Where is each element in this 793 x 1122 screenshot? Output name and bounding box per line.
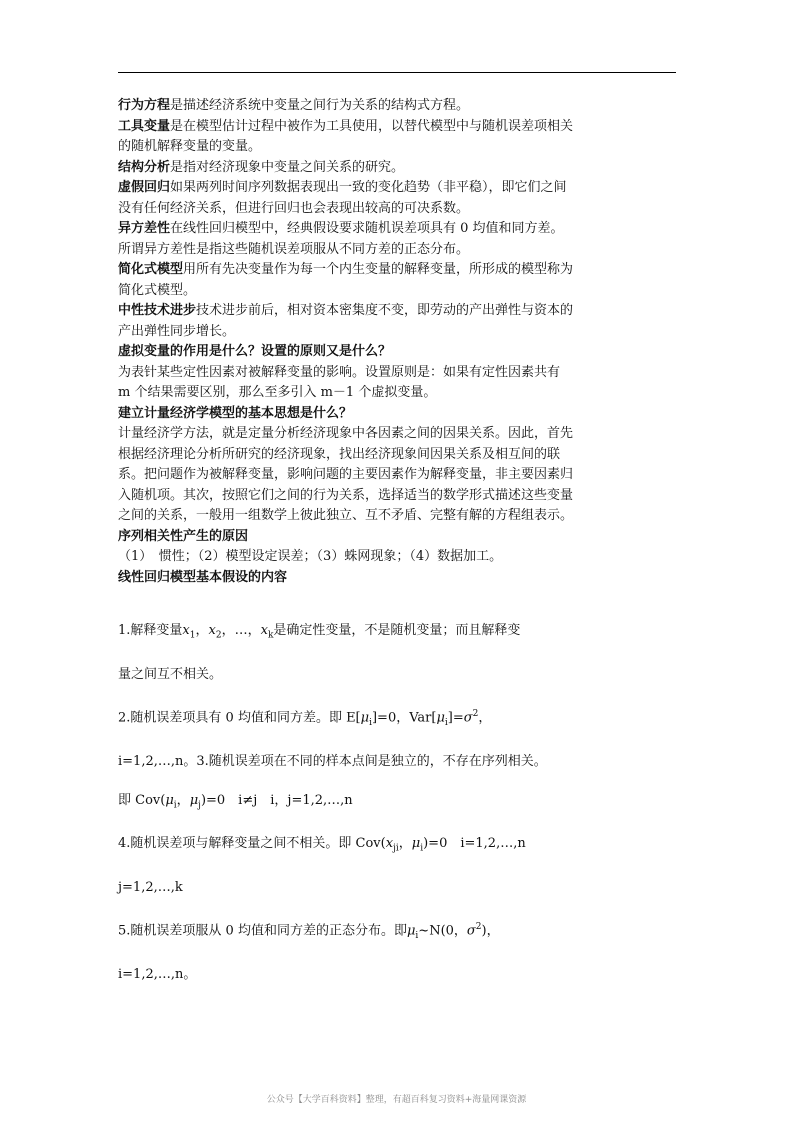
assumption-4: 4.随机误差项与解释变量之间不相关。即 $Cov(x_{ji}$，$\mu_i)=0$ i=1,2,…,n: [118, 836, 526, 854]
definition-neutral-tech-progress: [118, 301, 576, 342]
assumption-5-cont: i=1,2,…,n。: [118, 966, 197, 982]
term: 简化式模型: [118, 262, 184, 277]
definition-reduced-form: [118, 260, 576, 301]
assumption-2: 2.随机误差项具有 0 均值和同方差。即 $E[\mu_i]=0$，$Var[\mu_i]=\sigma^2$，: [118, 708, 492, 728]
assumption-5: 5.随机误差项服从 0 均值和同方差的正态分布。即$\mu_i\sim N(0$，$\sigma^2$)，: [118, 921, 500, 941]
definition-text: 是在模型估计过程中被作为工具使用，以替代模型中与随机误差项相关的随机解释变量的变量。: [118, 118, 574, 154]
question-serial-correlation: 序列相关性产生的原因: [118, 528, 249, 544]
assumption-4-cont: j=1,2,…,k: [118, 879, 183, 895]
header-rule: [118, 72, 676, 73]
definition-instrumental-variable: [118, 117, 576, 158]
question-dummy-variable: 虚拟变量的作用是什么？设置的原则又是什么？: [118, 344, 392, 359]
assumptions-list: [118, 620, 576, 1003]
question-model-idea: 建立计量经济学模型的基本思想是什么？: [118, 405, 353, 421]
term: 工具变量: [118, 118, 171, 134]
term: 中性技术进步: [118, 303, 197, 318]
answer-dummy-variable: 为表针某些定性因素对被解释变量的影响。设置原则是：如果有定性因素共有 m 个结果需要区别，那么至多引入 m－1 个虚拟变量。: [118, 364, 561, 400]
document-body: [118, 96, 576, 588]
term: 结构分析: [118, 159, 171, 175]
assumption-3: 即 $Cov(\mu_i$，$\mu_j)=0$ i≠j i，j=1,2,…,n: [118, 792, 353, 811]
definition-behavior-equation: [118, 96, 576, 117]
definition-structural-analysis: [118, 158, 576, 179]
definition-heteroscedasticity: [118, 219, 576, 260]
term: 异方差性: [118, 221, 171, 236]
footer-watermark: 公众号【大学百科资料】整理，有超百科复习资料+海量网课资源: [266, 1095, 527, 1105]
assumption-2-cont: i=1,2,…,n。3.随机误差项在不同的样本点间是独立的，不存在序列相关。: [118, 753, 547, 769]
definition-text: 用所有先决变量作为每一个内生变量的解释变量，所形成的模型称为简化式模型。: [118, 262, 574, 298]
assumption-1: 1.解释变量$x_1$，$x_2$，…，$x_k$是确定性变量，不是随机变量；而且解释变: [118, 623, 521, 641]
definition-spurious-regression: [118, 178, 576, 219]
term: 行为方程: [118, 98, 171, 113]
answer-model-idea: 计量经济学方法，就是定量分析经济现象中各因素之间的因果关系。因此，首先根据经济理论分析所研究的经济现象，找出经济现象间因果关系及相互间的联系。把问题作为被解释变量，影响问题的主要因素作为解释变量，非主要因素归入随机项。其次，按照它们之间的行为关系，选择适当的数学形式描述这些变量之间的关系，一般用一组数学上彼此独立、互不矛盾、完整有解的方程组表示。: [118, 426, 574, 523]
question-assumptions: 线性回归模型基本假设的内容: [118, 569, 288, 585]
definition-text: 如果两列时间序列数据表现出一致的变化趋势（非平稳），即它们之间没有任何经济关系，但进行回归也会表现出较高的可决系数。: [118, 180, 567, 216]
assumption-1-cont: 量之间互不相关。: [118, 666, 223, 682]
definition-text: 是指对经济现象中变量之间关系的研究。: [170, 159, 405, 175]
term: 虚假回归: [118, 180, 171, 195]
answer-serial-correlation: （1） 惯性；（2）模型设定误差；（3）蛛网现象；（4）数据加工。: [118, 549, 503, 564]
definition-text: 是描述经济系统中变量之间行为关系的结构式方程。: [170, 98, 470, 113]
definition-text: 技术进步前后，相对资本密集度不变，即劳动的产出弹性与资本的产出弹性同步增长。: [118, 303, 574, 339]
definition-text: 在线性回归模型中，经典假设要求随机误差项具有 0 均值和同方差。所谓异方差性是指这些随机误差项服从不同方差的正态分布。: [118, 221, 564, 257]
